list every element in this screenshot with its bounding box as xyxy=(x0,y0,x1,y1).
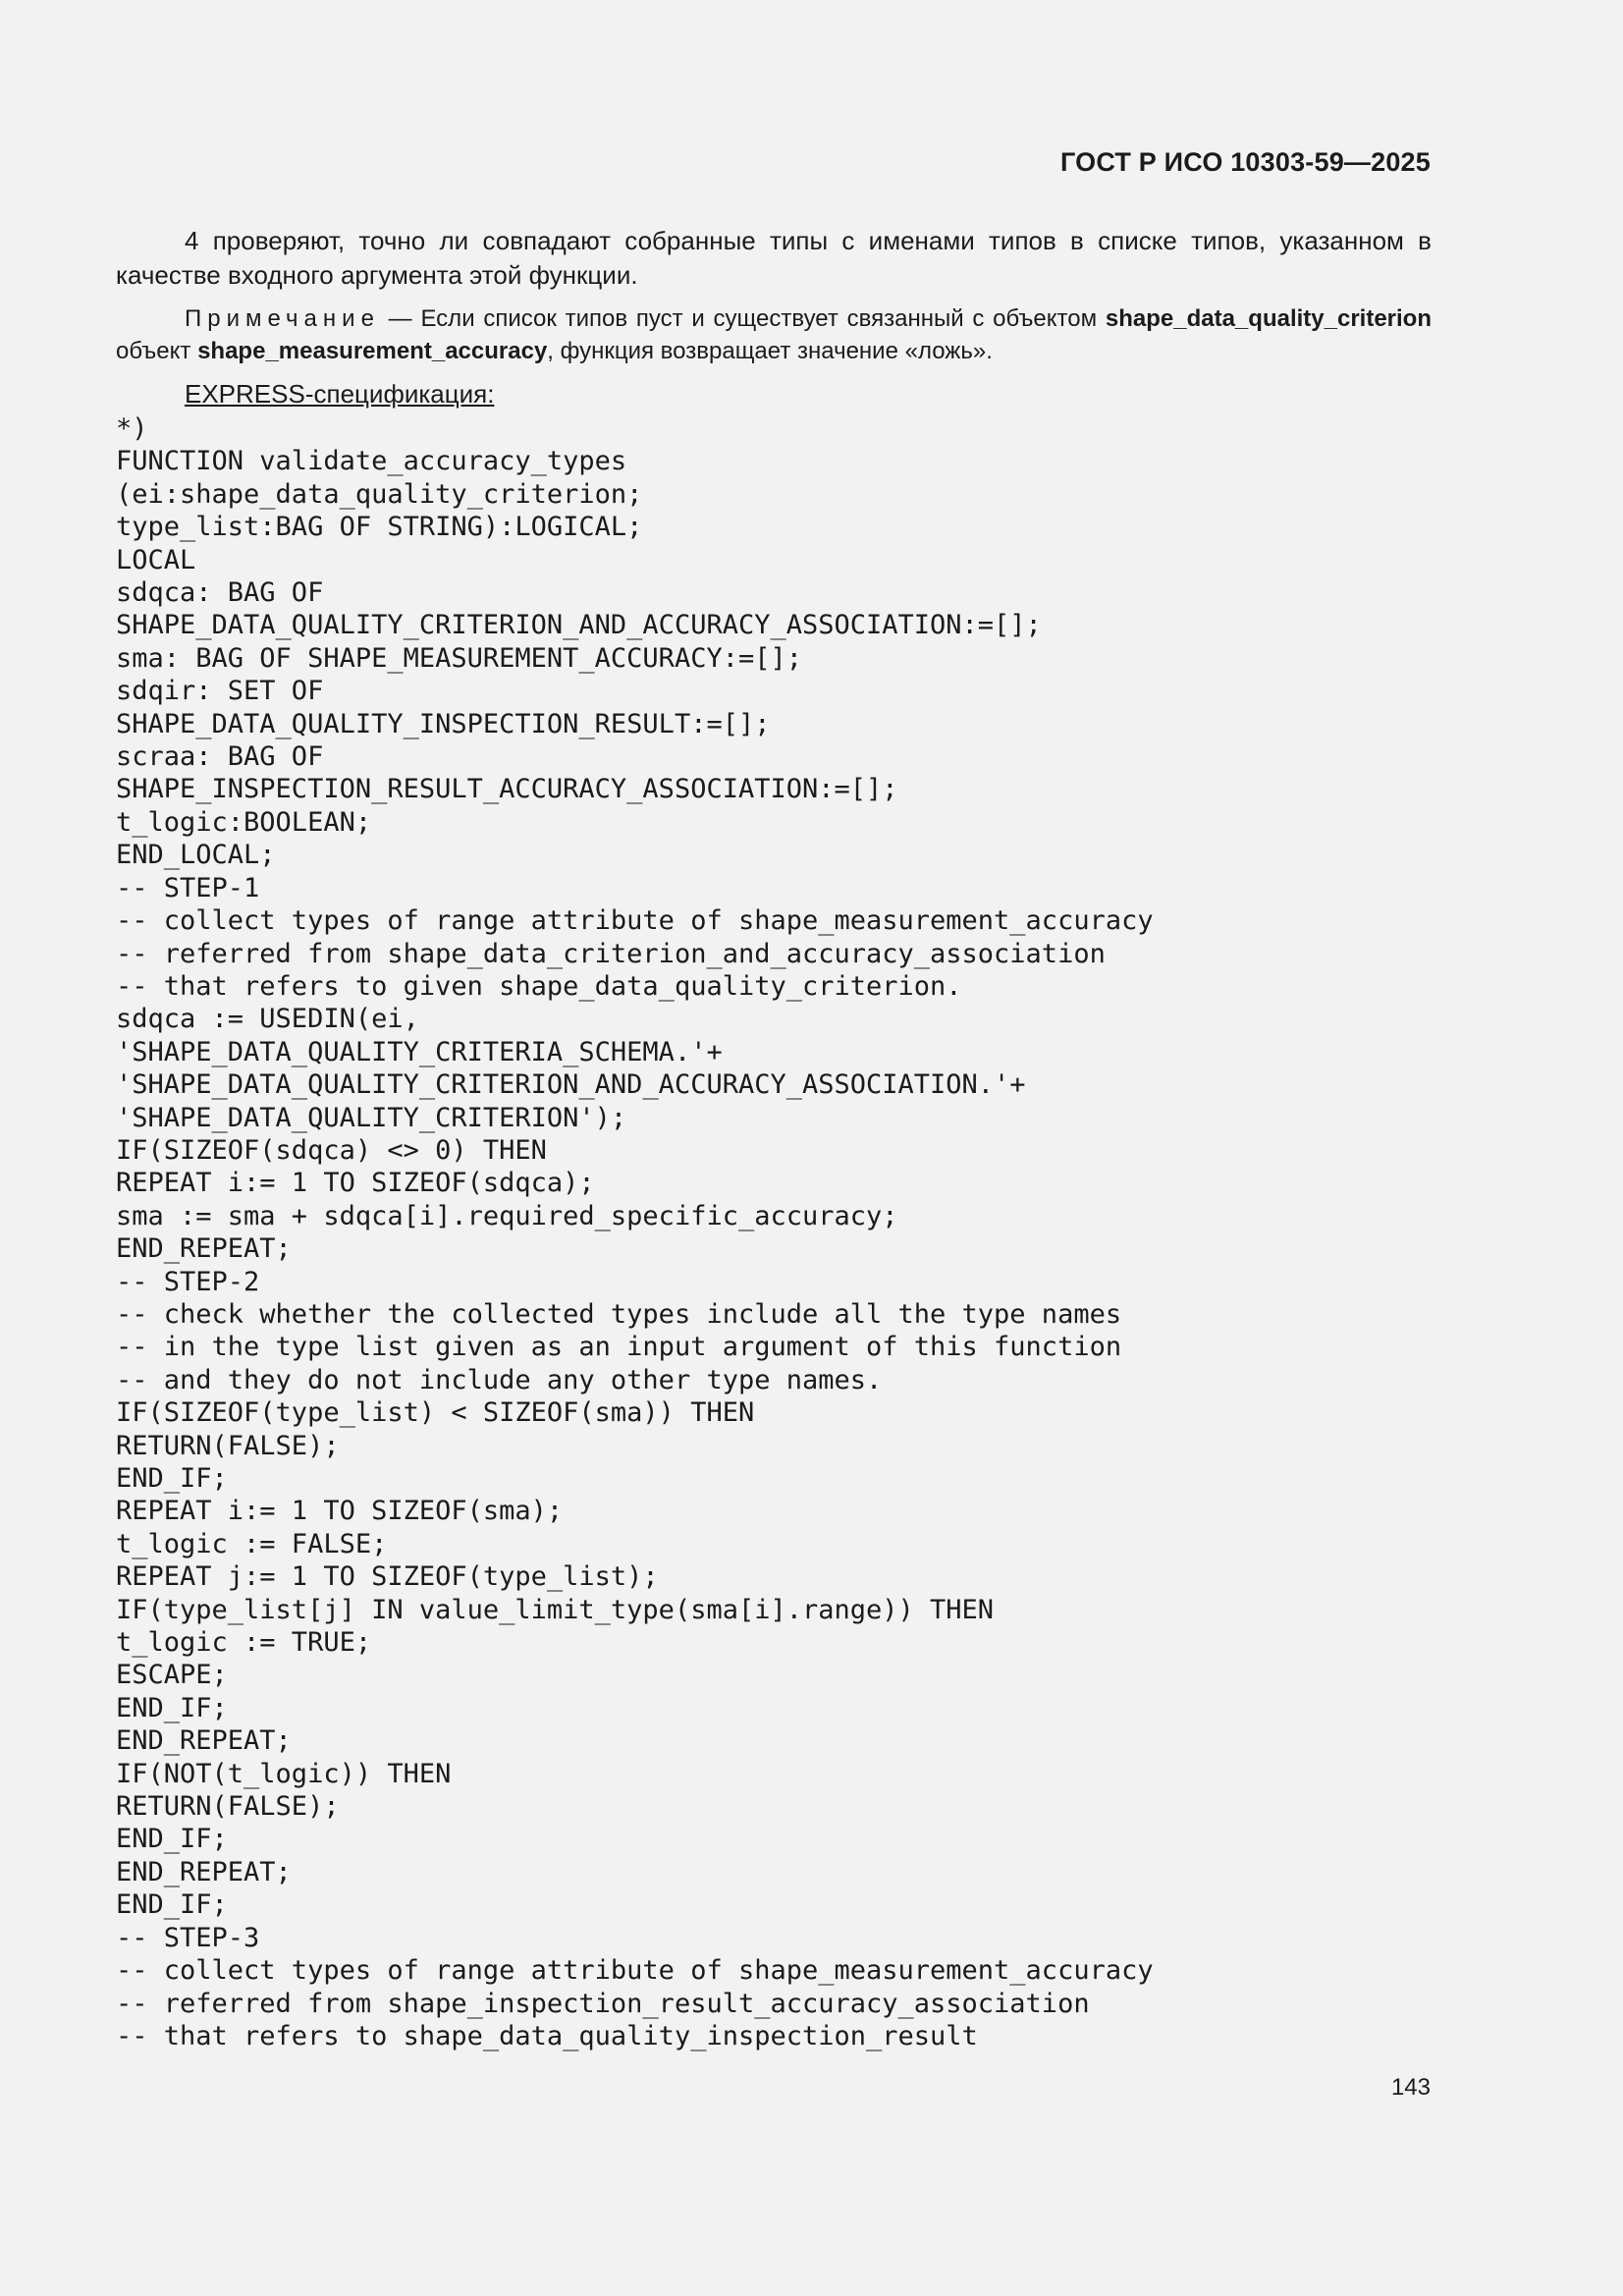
code-line: SHAPE_INSPECTION_RESULT_ACCURACY_ASSOCIATION:=[]; xyxy=(116,774,898,805)
code-line: ESCAPE; xyxy=(116,1660,228,1691)
code-line: END_REPEAT; xyxy=(116,1856,292,1887)
note-label: Примечание xyxy=(185,305,380,332)
code-line: 'SHAPE_DATA_QUALITY_CRITERION_AND_ACCURACY_ASSOCIATION.'+ xyxy=(116,1069,1026,1101)
code-line: -- that refers to shape_data_quality_inspection_result xyxy=(116,2020,978,2051)
note-text-3: , функция возвращает значение «ложь». xyxy=(547,338,993,364)
code-line: END_IF; xyxy=(116,1463,228,1494)
code-line: END_LOCAL; xyxy=(116,840,276,871)
note-bold-entity-1: shape_data_quality_criterion xyxy=(1105,305,1432,332)
code-line: REPEAT i:= 1 TO SIZEOF(sdqca); xyxy=(116,1168,595,1199)
note-text-2: объект xyxy=(116,338,198,364)
code-line: type_list:BAG OF STRING):LOGICAL; xyxy=(116,512,643,543)
code-line: END_REPEAT; xyxy=(116,1725,292,1757)
code-line: -- collect types of range attribute of shape_measurement_accuracy xyxy=(116,1955,1154,1987)
code-line: -- that refers to given shape_data_quality_criterion. xyxy=(116,970,962,1002)
code-line: IF(NOT(t_logic)) THEN xyxy=(116,1758,452,1789)
note-bold-entity-2: shape_measurement_accuracy xyxy=(197,338,548,364)
code-line: 'SHAPE_DATA_QUALITY_CRITERION'); xyxy=(116,1102,627,1133)
code-line: FUNCTION validate_accuracy_types xyxy=(116,446,627,477)
code-line: -- referred from shape_inspection_result_accuracy_association xyxy=(116,1988,1090,2019)
code-line: REPEAT j:= 1 TO SIZEOF(type_list); xyxy=(116,1561,659,1593)
code-line: -- STEP-3 xyxy=(116,1922,260,1953)
code-line: RETURN(FALSE); xyxy=(116,1791,340,1823)
code-line: -- referred from shape_data_criterion_and_accuracy_association xyxy=(116,938,1106,969)
code-line: 'SHAPE_DATA_QUALITY_CRITERIA_SCHEMA.'+ xyxy=(116,1036,723,1067)
code-line: sdqca := USEDIN(ei, xyxy=(116,1004,419,1035)
express-specification-heading: EXPRESS-спецификация: xyxy=(185,379,495,409)
code-line: sdqir: SET OF xyxy=(116,676,324,707)
code-line: sma := sma + sdqca[i].required_specific_accuracy; xyxy=(116,1200,898,1231)
note-paragraph xyxy=(116,302,1432,367)
code-line: sdqca: BAG OF xyxy=(116,577,324,609)
paragraph-step-4 xyxy=(116,224,1432,293)
code-line: LOCAL xyxy=(116,544,196,575)
express-code-block xyxy=(116,412,1154,2052)
code-line: t_logic := FALSE; xyxy=(116,1528,388,1559)
code-line: -- collect types of range attribute of shape_measurement_accuracy xyxy=(116,905,1154,937)
page-number: 143 xyxy=(1390,2074,1431,2101)
code-line: t_logic := TRUE; xyxy=(116,1627,372,1659)
code-line: scraa: BAG OF xyxy=(116,741,324,773)
code-line: END_REPEAT; xyxy=(116,1233,292,1265)
code-line: IF(SIZEOF(type_list) < SIZEOF(sma)) THEN xyxy=(116,1397,755,1429)
code-line: -- check whether the collected types include all the type names xyxy=(116,1298,1122,1330)
code-line: REPEAT i:= 1 TO SIZEOF(sma); xyxy=(116,1496,564,1527)
note-text-1: — Если список типов пуст и существует связанный с объектом xyxy=(379,305,1106,332)
code-line: -- STEP-2 xyxy=(116,1266,260,1297)
code-line: END_IF; xyxy=(116,1692,228,1723)
code-line: t_logic:BOOLEAN; xyxy=(116,806,372,838)
code-line: -- and they do not include any other type names. xyxy=(116,1364,883,1395)
document-header-standard-id: ГОСТ Р ИСО 10303-59—2025 xyxy=(1060,147,1431,177)
code-line: -- STEP-1 xyxy=(116,872,260,903)
code-line: sma: BAG OF SHAPE_MEASUREMENT_ACCURACY:=[]; xyxy=(116,642,802,674)
code-line: -- in the type list given as an input argument of this function xyxy=(116,1332,1122,1363)
code-line: (ei:shape_data_quality_criterion; xyxy=(116,478,643,510)
code-line: SHAPE_DATA_QUALITY_CRITERION_AND_ACCURACY_ASSOCIATION:=[]; xyxy=(116,610,1042,641)
code-line: IF(type_list[j] IN value_limit_type(sma[i].range)) THEN xyxy=(116,1594,995,1625)
code-line: RETURN(FALSE); xyxy=(116,1430,340,1461)
code-line: IF(SIZEOF(sdqca) <> 0) THEN xyxy=(116,1134,547,1166)
code-line: SHAPE_DATA_QUALITY_INSPECTION_RESULT:=[]; xyxy=(116,708,771,739)
code-line: END_IF; xyxy=(116,1824,228,1855)
code-line: *) xyxy=(116,413,148,444)
paragraph-step-4-text: 4 проверяют, точно ли совпадают собранные типы с именами типов в списке типов, указанном в качестве входного аргумента этой функции. xyxy=(116,226,1432,290)
code-line: END_IF; xyxy=(116,1889,228,1921)
